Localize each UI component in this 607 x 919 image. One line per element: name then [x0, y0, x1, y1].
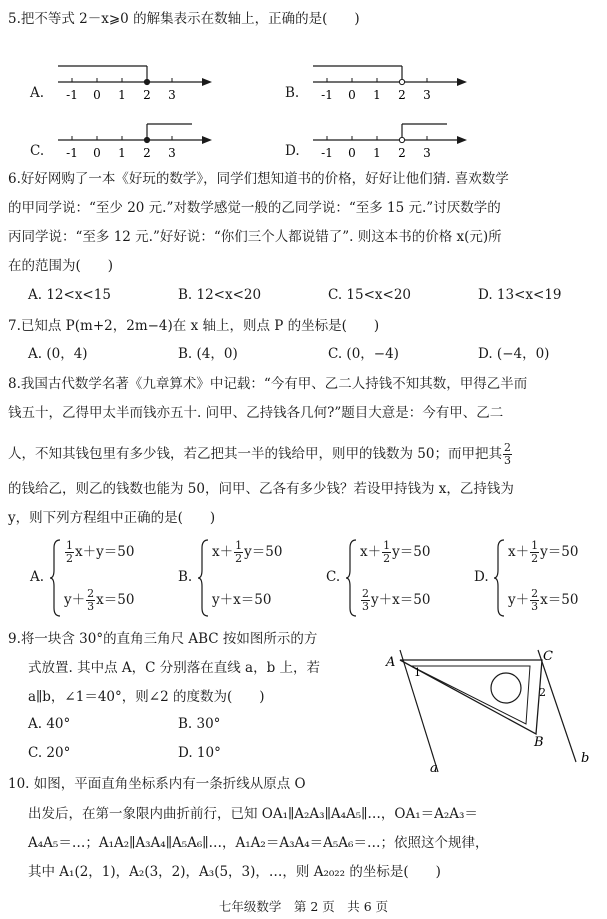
label-point-c: C	[543, 649, 553, 664]
q8-line-2: 钱五十，乙得甲太半而钱亦五十. 问甲、乙持钱各几何?”题目大意是：今有甲、乙二	[8, 405, 504, 421]
tick-label: 2	[143, 88, 151, 102]
label-line-a: a	[430, 761, 438, 776]
q6-option-d[interactable]: D. 13<x<19	[478, 287, 562, 303]
q9-line-2: 式放置. 其中点 A，C 分别落在直线 a，b 上，若	[28, 660, 321, 676]
q8-line-5: y，则下列方程组中正确的是( )	[8, 510, 216, 526]
tick-label: 3	[168, 146, 176, 160]
fraction: $\frac{2}{3}$	[362, 587, 369, 613]
left-brace	[198, 538, 210, 618]
tick-label: 1	[118, 88, 126, 102]
tick-label: -1	[66, 88, 78, 102]
tick-label: -1	[321, 88, 333, 102]
equation-2: y＋x＝50	[212, 592, 272, 608]
label-point-a: A	[386, 655, 396, 670]
equation-2: y＋ $\frac{2}{3}$ x＝50	[508, 587, 579, 613]
q9-option-a[interactable]: A. 40°	[28, 716, 71, 732]
q5-number-line-c	[54, 118, 214, 162]
q6-option-b[interactable]: B. 12<x<20	[178, 287, 262, 303]
q8-option-label-d[interactable]: D.	[474, 569, 489, 585]
q9-line-3: a∥b，∠1＝40°，则∠2 的度数为( )	[28, 689, 265, 705]
left-brace	[346, 538, 358, 618]
q10-line-4: 其中 A₁(2，1)，A₂(3，2)，A₃(5，3)，…，则 A₂₀₂₂ 的坐标是( )	[28, 864, 441, 880]
tick-label: -1	[321, 146, 333, 160]
q6-line-2: 的甲同学说：“至少 20 元.”对数学感觉一般的乙同学说：“至多 15 元.”讨厌数学的	[8, 200, 501, 216]
q5-number-line-a	[54, 60, 214, 104]
tick-label: -1	[66, 146, 78, 160]
q6-line-1: 6.好好网购了一本《好玩的数学》，同学们想知道书的价格，好好让他们猜. 喜欢数学	[8, 171, 509, 187]
axis-arrow	[202, 136, 212, 144]
label-line-b: b	[581, 751, 590, 766]
q6-line-4: 在的范围为( )	[8, 258, 114, 274]
fraction: $\frac{1}{2}$	[235, 539, 243, 565]
equation-1: x＋ $\frac{1}{2}$ y＝50	[360, 539, 431, 565]
q8-equation-system-c	[346, 538, 476, 618]
q8-line-1: 8.我国古代数学名著《九章算术》中记载：“今有甲、乙二人持钱不知其数，甲得乙半而	[8, 376, 528, 392]
q5-option-label-d[interactable]: D.	[285, 143, 300, 159]
fraction: $\frac{1}{2}$	[531, 539, 539, 565]
q6-line-3: 丙同学说：“至多 12 元.”好好说：“你们三个人都说错了”. 则这本书的价格 x(元)所	[8, 229, 502, 245]
tick-label: 0	[348, 88, 356, 102]
tick-label: 2	[398, 88, 406, 102]
q7-stem: 7.已知点 P(m+2，2m−4)在 x 轴上，则点 P 的坐标是( )	[8, 318, 380, 334]
q8-option-label-a[interactable]: A.	[30, 569, 45, 585]
tick-label: 3	[423, 88, 431, 102]
equation-2: $\frac{2}{3}$ y＋x＝50	[362, 587, 431, 613]
q10-line-2: 出发后，在第一象限内曲折前行，已知 OA₁∥A₂A₃∥A₄A₅∥…，OA₁＝A₂A₃＝	[28, 806, 478, 822]
tick-label: 1	[118, 146, 126, 160]
q5-option-label-c[interactable]: C.	[30, 143, 45, 159]
fraction: $\frac{1}{2}$	[66, 539, 73, 565]
q5-stem: 5.把不等式 2－x⩾0 的解集表示在数轴上，正确的是( )	[8, 11, 360, 27]
tick-label: 3	[423, 146, 431, 160]
tick-label: 2	[398, 146, 406, 160]
q9-option-c[interactable]: C. 20°	[28, 745, 71, 761]
q10-line-1: 10. 如图，平面直角坐标系内有一条折线从原点 O	[8, 776, 306, 792]
line-b	[538, 650, 576, 762]
q5-option-label-a[interactable]: A.	[30, 85, 45, 101]
axis-arrow	[202, 78, 212, 86]
equation-1: x＋ $\frac{1}{2}$ y＝50	[212, 539, 283, 565]
solution-endpoint	[399, 79, 404, 84]
triangle-hole	[491, 673, 521, 703]
equation-1: $\frac{1}{2}$ x＋y＝50	[66, 539, 135, 565]
tick-label: 0	[93, 146, 101, 160]
q6-option-a[interactable]: A. 12<x<15	[28, 287, 111, 303]
q8-option-label-c[interactable]: C.	[326, 569, 341, 585]
q9-option-d[interactable]: D. 10°	[178, 745, 221, 761]
tick-label: 3	[168, 88, 176, 102]
q5-number-line-d	[309, 118, 469, 162]
left-brace	[50, 538, 62, 618]
fraction: $\frac{1}{2}$	[383, 539, 391, 565]
q9-line-1: 9.将一块含 30°的直角三角尺 ABC 按如图所示的方	[8, 631, 318, 647]
tick-label: 0	[93, 88, 101, 102]
q5-number-line-b	[309, 60, 469, 104]
tick-label: 0	[348, 146, 356, 160]
left-brace	[494, 538, 506, 618]
page-footer: 七年级数学 第 2 页 共 6 页	[218, 899, 389, 914]
fraction: $\frac{2}{3}$	[531, 587, 539, 613]
solution-endpoint	[144, 79, 149, 84]
q8-line-3	[8, 442, 513, 467]
q10-line-3: A₄A₅＝…；A₁A₂∥A₃A₄∥A₅A₆∥…，A₁A₂＝A₃A₄＝A₅A₆＝…；依照这个规律，	[28, 835, 489, 851]
label-angle-2: 2	[539, 686, 546, 699]
label-point-b: B	[534, 735, 544, 750]
equation-1: x＋ $\frac{1}{2}$ y＝50	[508, 539, 579, 565]
q8-equation-system-a	[50, 538, 180, 618]
label-angle-1: 1	[414, 666, 421, 679]
q7-option-b[interactable]: B. (4，0)	[178, 346, 238, 362]
q6-option-c[interactable]: C. 15<x<20	[328, 287, 412, 303]
tick-label: 1	[373, 146, 381, 160]
tick-label: 1	[373, 88, 381, 102]
q8-equation-system-b	[198, 538, 328, 618]
fraction: $\frac{2}{3}$	[87, 587, 95, 613]
axis-arrow	[457, 78, 467, 86]
q7-option-a[interactable]: A. (0，4)	[28, 346, 88, 362]
q5-option-label-b[interactable]: B.	[285, 85, 300, 101]
q8-equation-system-d	[494, 538, 607, 618]
equation-2: y＋ $\frac{2}{3}$ x＝50	[64, 587, 135, 613]
solution-endpoint	[144, 137, 149, 142]
q9-triangle-figure	[380, 638, 602, 778]
q7-option-c[interactable]: C. (0，−4)	[328, 346, 399, 362]
q8-line-3-text: 人，不知其钱包里有多少钱，若乙把其一半的钱给甲，则甲的钱数为 50；而甲把其	[8, 446, 502, 462]
q8-fraction-two-thirds: $\frac{2}{3}$	[503, 441, 511, 467]
q8-line-4: 的钱给乙，则乙的钱数也能为 50，问甲、乙各有多少钱？若设甲持钱为 x，乙持钱为	[8, 481, 514, 497]
q8-option-label-b[interactable]: B.	[178, 569, 193, 585]
solution-endpoint	[399, 137, 404, 142]
q7-option-d[interactable]: D. (−4，0)	[478, 346, 550, 362]
q9-option-b[interactable]: B. 30°	[178, 716, 221, 732]
axis-arrow	[457, 136, 467, 144]
tick-label: 2	[143, 146, 151, 160]
